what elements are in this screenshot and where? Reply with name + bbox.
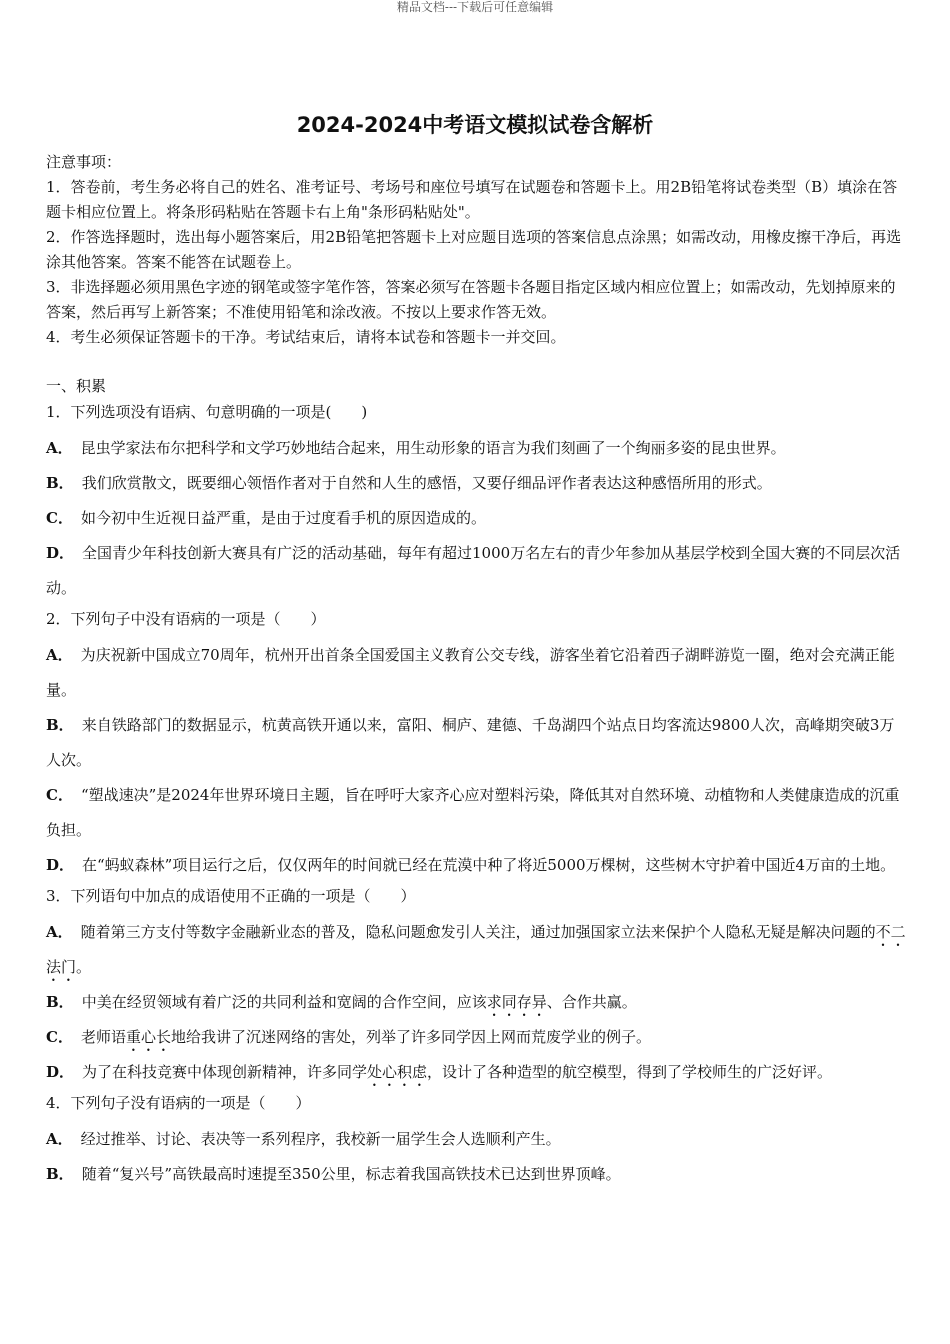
dotted-idiom: 求同存异 [486, 993, 547, 1011]
option-d [46, 848, 908, 883]
option-text: 为了在科技竞赛中体现创新精神，许多同学 [82, 1063, 368, 1081]
option-text: 随着第三方支付等数字金融新业态的普及，隐私问题愈发引人关注，通过加强国家立法来保护个人隐私无疑是解决问题的 [80, 923, 876, 941]
option-label: D． [46, 856, 75, 874]
option-label: A． [46, 646, 73, 664]
option-d [46, 1055, 908, 1090]
option-c [46, 1020, 908, 1055]
option-b [46, 985, 908, 1020]
option-label: B． [46, 1165, 74, 1183]
option-label: C． [46, 786, 73, 804]
option-label: A． [46, 1130, 73, 1148]
option-text: 全国青少年科技创新大赛具有广泛的活动基础，每年有超过1000万名左右的青少年参加从基层学校到全国大赛的不同层次活动。 [46, 544, 901, 597]
option-text: 昆虫学家法布尔把科学和文学巧妙地结合起来，用生动形象的语言为我们刻画了一个绚丽多姿的昆虫世界。 [80, 439, 786, 457]
option-text: 在“蚂蚁森林”项目运行之后，仅仅两年的时间就已经在荒漠中种了将近5000万棵树，这些树木守护着中国近4万亩的土地。 [82, 856, 896, 874]
option-text: 地给我讲了沉迷网络的害处，列举了许多同学因上网而荒废学业的例子。 [170, 1028, 651, 1046]
option-b [46, 1157, 908, 1192]
option-text: 老师语 [80, 1028, 126, 1046]
question-stem: 1．下列选项没有语病、句意明确的一项是( ) [46, 403, 368, 421]
dotted-idiom: 不二法门 [46, 923, 906, 976]
option-a [46, 1122, 908, 1157]
option-text: 中美在经贸领域有着广泛的共同利益和宽阔的合作空间，应该 [81, 993, 487, 1011]
option-text: ，设计了各种造型的航空模型，得到了学校师生的广泛好评。 [427, 1063, 833, 1081]
notes-block [46, 150, 908, 350]
question-stem: 3．下列语句中加点的成语使用不正确的一项是（ ） [46, 887, 416, 905]
question-stem: 4．下列句子没有语病的一项是（ ） [46, 1094, 311, 1112]
option-a [46, 915, 908, 985]
option-label: B． [46, 716, 74, 734]
dotted-idiom: 处心积虑 [367, 1063, 428, 1081]
note-item: 4．考生必须保证答题卡的干净。考试结束后，请将本试卷和答题卡一并交回。 [46, 328, 566, 346]
option-c [46, 778, 908, 848]
option-label: D． [46, 1063, 75, 1081]
option-label: D． [46, 544, 75, 562]
question-1 [46, 399, 908, 606]
option-text: 、合作共赢。 [546, 993, 637, 1011]
option-b [46, 466, 908, 501]
option-label: A． [46, 439, 73, 457]
option-text: 我们欣赏散文，既要细心领悟作者对于自然和人生的感悟，又要仔细品评作者表达这种感悟所用的形式。 [81, 474, 772, 492]
option-label: A． [46, 923, 73, 941]
note-item: 1．答卷前，考生务必将自己的姓名、准考证号、考场号和座位号填写在试题卷和答题卡上。用2B铅笔将试卷类型（B）填涂在答题卡相应位置上。将条形码粘贴在答题卡右上角"条形码粘贴处"。 [46, 178, 898, 221]
option-text: 随着“复兴号”高铁最高时速提至350公里，标志着我国高铁技术已达到世界顶峰。 [81, 1165, 621, 1183]
page-header: 精品文档---下载后可任意编辑 [396, 0, 554, 14]
note-item: 3．非选择题必须用黑色字迹的钢笔或签字笔作答，答案必须写在答题卡各题目指定区域内相应位置上；如需改动，先划掉原来的答案，然后再写上新答案；不准使用铅笔和涂改液。不按以上要求作答无效。 [46, 278, 896, 321]
option-d [46, 536, 908, 606]
option-text: 为庆祝新中国成立70周年，杭州开出首条全国爱国主义教育公交专线，游客坐着它沿着西子湖畔游览一圈，绝对会充满正能量。 [46, 646, 895, 699]
option-label: B． [46, 474, 74, 492]
note-item: 2．作答选择题时，选出每小题答案后，用2B铅笔把答题卡上对应题目选项的答案信息点涂黑；如需改动，用橡皮擦干净后，再选涂其他答案。答案不能答在试题卷上。 [46, 228, 902, 271]
option-c [46, 501, 908, 536]
option-a [46, 431, 908, 466]
dotted-idiom: 重心长 [125, 1028, 171, 1046]
question-stem: 2．下列句子中没有语病的一项是（ ） [46, 610, 326, 628]
question-3 [46, 883, 908, 1090]
option-label: C． [46, 509, 73, 527]
option-b [46, 708, 908, 778]
option-text: 经过推举、讨论、表决等一系列程序，我校新一届学生会人选顺利产生。 [80, 1130, 561, 1148]
option-text: 。 [76, 958, 92, 976]
option-a [46, 638, 908, 708]
section-title: 一、积累 [46, 377, 107, 395]
option-text: 来自铁路部门的数据显示，杭黄高铁开通以来，富阳、桐庐、建德、千岛湖四个站点日均客流达9800人次，高峰期突破3万人次。 [46, 716, 895, 769]
document-title: 2024-2024中考语文模拟试卷含解析 [296, 113, 654, 137]
option-text: “塑战速决”是2024年世界环境日主题，旨在呼吁大家齐心应对塑料污染，降低其对自然环境、动植物和人类健康造成的沉重负担。 [46, 786, 900, 839]
question-2 [46, 606, 908, 883]
option-label: B． [46, 993, 74, 1011]
option-label: C． [46, 1028, 73, 1046]
question-4 [46, 1090, 908, 1192]
option-text: 如今初中生近视日益严重，是由于过度看手机的原因造成的。 [80, 509, 486, 527]
notes-heading: 注意事项： [46, 153, 122, 171]
document-body [46, 150, 908, 1192]
